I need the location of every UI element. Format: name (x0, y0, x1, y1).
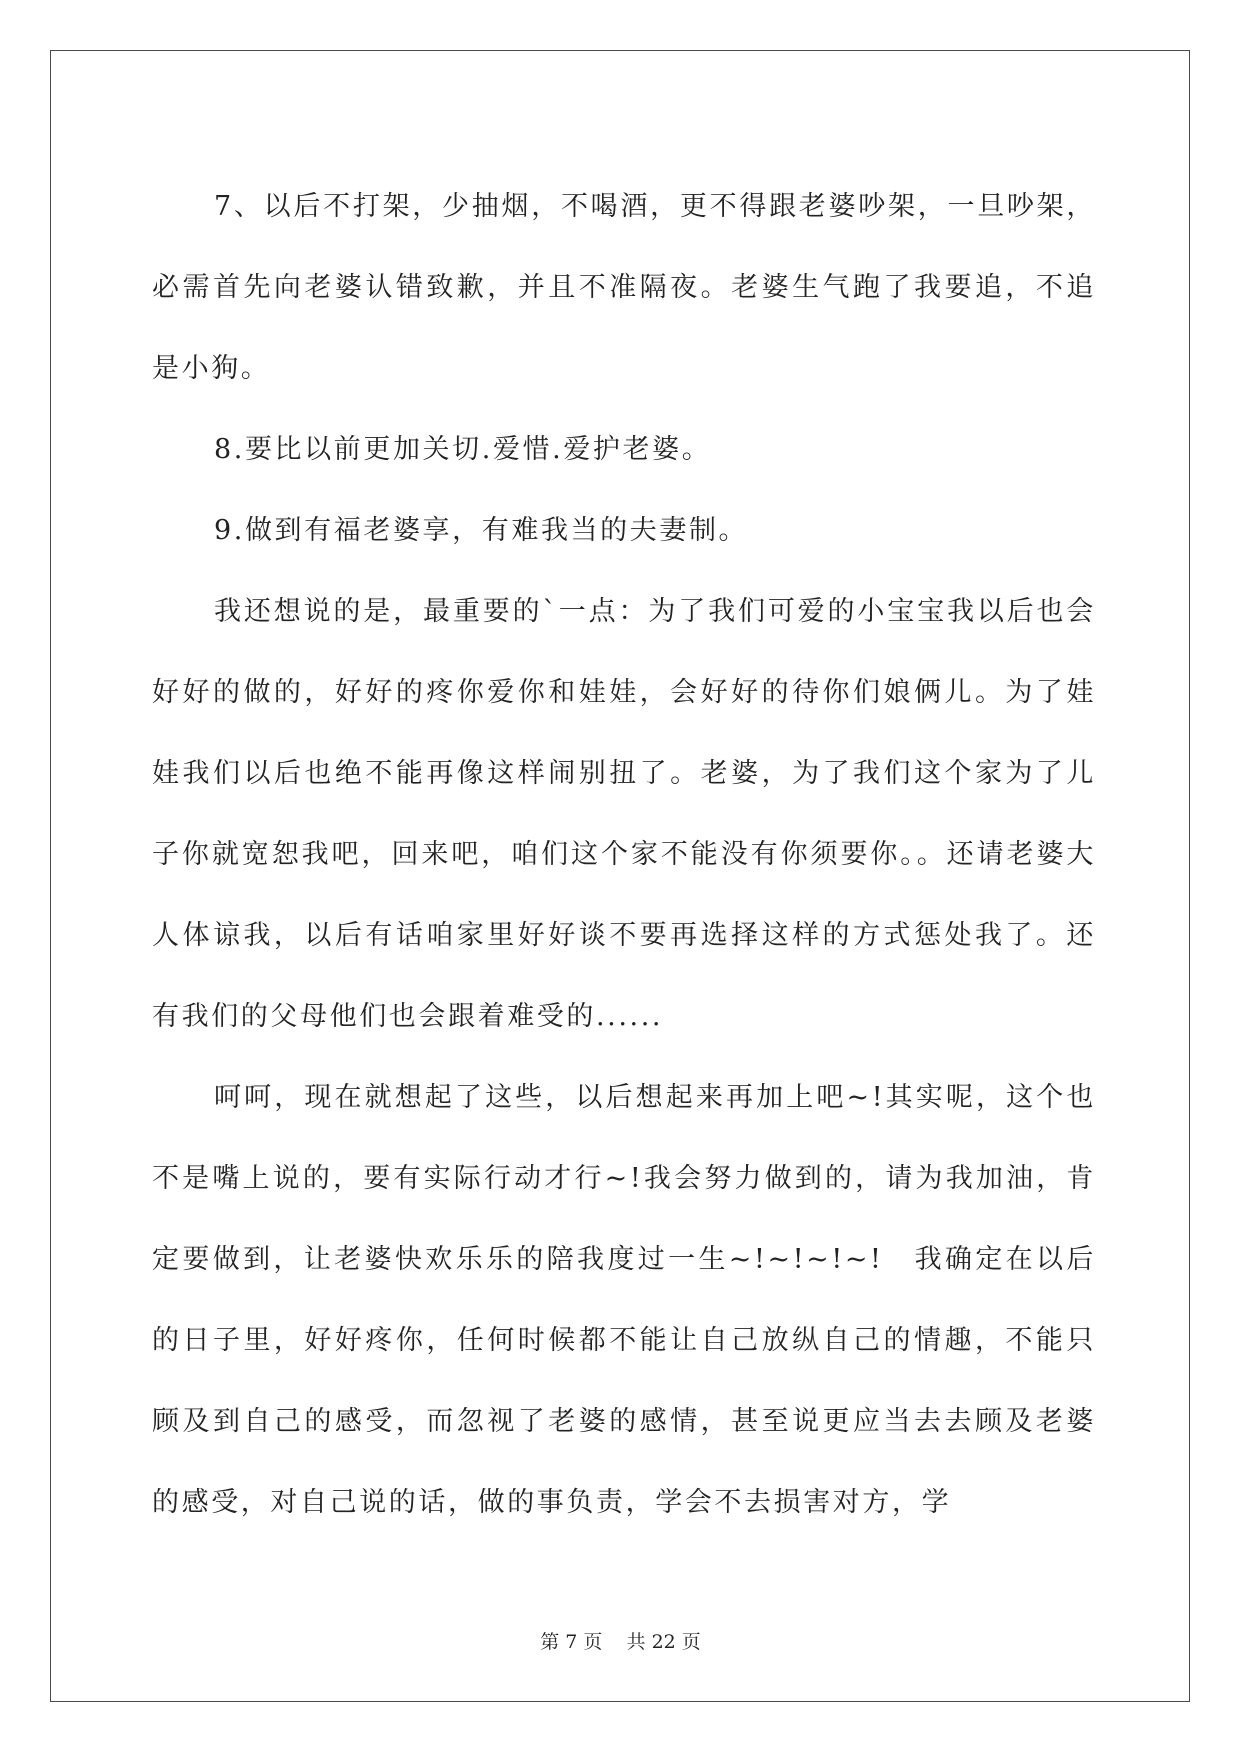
page-total: 共 22 页 (626, 1631, 701, 1653)
footer-gap (602, 1631, 626, 1653)
page-number: 第 7 页 (540, 1631, 603, 1653)
document-body (152, 166, 1096, 1543)
paragraph-plea: 我还想说的是，最重要的`一点：为了我们可爱的小宝宝我以后也会好好的做的，好好的疼你爱你和娃娃，会好好的待你们娘俩儿。为了娃娃我们以后也绝不能再像这样闹别扭了。老婆，为了我们这个家为了儿子你就宽恕我吧，回来吧，咱们这个家不能没有你须要你。。还请老婆大人体谅我，以后有话咱家里好好谈不要再选择这样的方式惩处我了。还有我们的父母他们也会跟着难受的...... (152, 596, 1096, 1032)
paragraph-closing: 呵呵，现在就想起了这些，以后想起来再加上吧~!其实呢，这个也不是嘴上说的，要有实际行动才行~!我会努力做到的，请为我加油，肯定要做到，让老婆快欢乐乐的陪我度过一生~!~!~!~! 我确定在以后的日子里，好好疼你，任何时候都不能让自己放纵自己的情趣，不能只顾及到自己的感受，而忽视了老婆的感情，甚至说更应当去去顾及老婆的感受，对自己说的话，做的事负责，学会不去损害对方，学 (152, 1082, 1096, 1518)
paragraph-rule-9: 9.做到有福老婆享，有难我当的夫妻制。 (214, 515, 749, 546)
page-footer (0, 1627, 1241, 1654)
paragraph-rule-7: 7、以后不打架，少抽烟，不喝酒，更不得跟老婆吵架，一旦吵架，必需首先向老婆认错致歉，并且不准隔夜。老婆生气跑了我要追，不追是小狗。 (152, 191, 1096, 384)
paragraph-rule-8: 8.要比以前更加关切.爱惜.爱护老婆。 (214, 434, 712, 465)
